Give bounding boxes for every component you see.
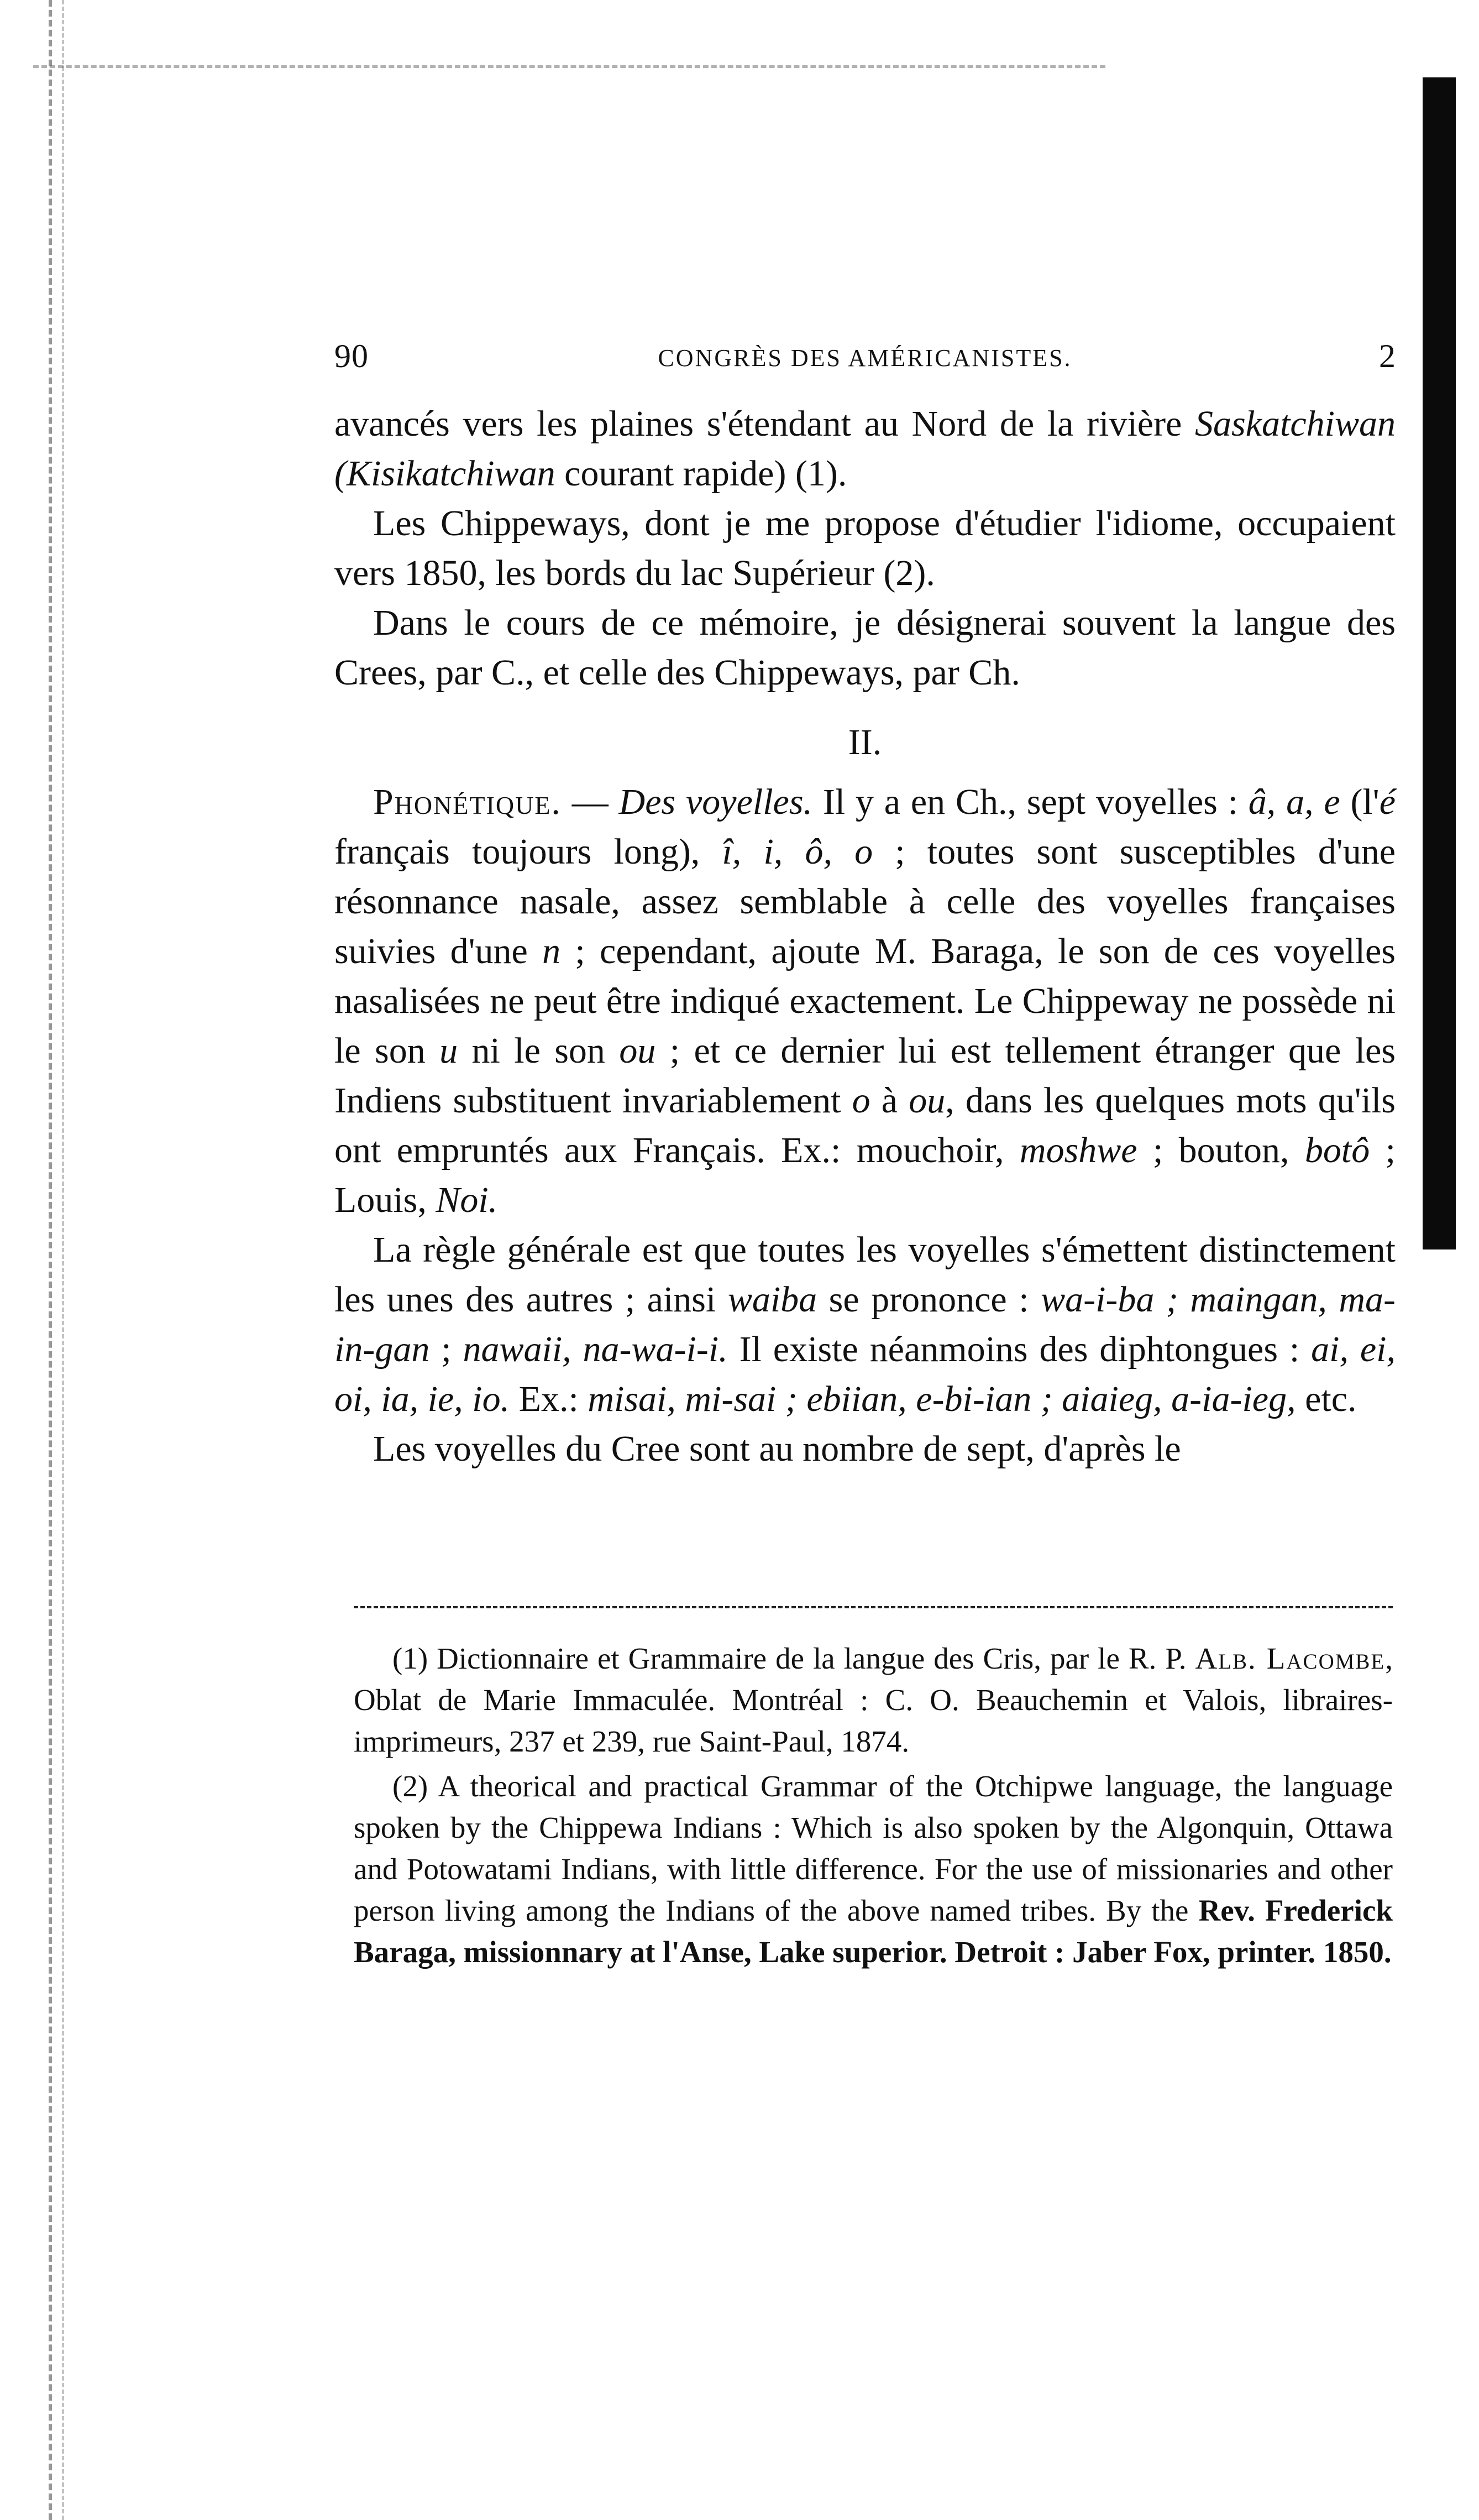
footnotes — [354, 1638, 1393, 1976]
top-scan-rule — [33, 65, 1105, 68]
text-run: ; cependant, ajoute M. Baraga, le son de ces voyelles nasalisées ne peut être indiqué exactement. Le Chippeway ne possède ni le son — [334, 931, 1396, 1071]
footnote-rule — [354, 1606, 1393, 1608]
paragraph-phonetique — [334, 777, 1396, 1225]
italic-run: Des voyelles. — [618, 782, 813, 822]
italic-run: Saskatchiwan (Kisikatchiwan — [334, 404, 1396, 494]
text-run: avancés vers les plaines s'étendant au Nord de la rivière — [334, 404, 1195, 444]
text-run: ; toutes sont susceptibles d'une résonnance nasale, assez semblable à celle des voyelles françaises suivies d'une — [334, 832, 1396, 971]
text-run: ; bouton, — [1137, 1130, 1305, 1170]
text-run: La règle générale est que toutes les voyelles s'émettent distinctement les unes des autres ; ainsi — [334, 1230, 1396, 1320]
sheet-number: 2 — [1379, 338, 1396, 374]
italic-run: î, i, ô, o — [722, 832, 873, 872]
paragraph-regle — [334, 1225, 1396, 1424]
italic-run: botô — [1304, 1130, 1370, 1170]
page-number: 90 — [334, 338, 369, 374]
left-scan-border — [49, 0, 57, 2520]
paragraph-cree: Les voyelles du Cree sont au nombre de sept, d'après le — [373, 1429, 1181, 1469]
text-run: etc. — [1296, 1379, 1357, 1419]
italic-run: wa-i-ba ; maingan, ma-in-gan — [334, 1279, 1396, 1369]
text-run: — — [561, 782, 619, 822]
paragraph-3: Dans le cours de ce mémoire, je désignerai souvent la langue des Crees, par C., et celle des Chippeways, par Ch. — [334, 603, 1396, 693]
italic-run: n — [542, 931, 561, 971]
italic-run: u — [439, 1031, 458, 1071]
italic-run: nawaii, na-wa-i-i. — [463, 1329, 728, 1369]
text-run: , dans les quelques mots qu'ils ont empruntés aux Français. Ex.: mouchoir, — [334, 1080, 1396, 1170]
footnote-2 — [354, 1765, 1393, 1973]
text-run: (2) A theorical and practical Grammar of the Otchipwe language, the language spoken by the Chippewa Indians : Which is also spoken by the Algonquin, Ottawa and Potowatami Indians, with little difference. For the use of missionaries and other person living among the Indians of the above named tribes. By the — [354, 1769, 1393, 1927]
italic-run: Noi. — [436, 1180, 498, 1220]
italic-run: moshwe — [1019, 1130, 1137, 1170]
italic-run: ai, ei, oi, ia, ie, io. — [334, 1329, 1396, 1419]
footnote-1 — [354, 1638, 1393, 1762]
paragraph-1 — [334, 399, 1396, 499]
italic-run: waiba — [727, 1279, 817, 1320]
running-title: CONGRÈS DES AMÉRICANISTES. — [658, 344, 1072, 372]
body-text — [334, 399, 1396, 1474]
italic-run: ou — [619, 1031, 656, 1071]
small-caps-run: Phonétique. — [373, 782, 562, 822]
paragraph-2: Les Chippeways, dont je me propose d'étudier l'idiome, occupaient vers 1850, les bords du lac Supérieur (2). — [334, 503, 1396, 593]
text-run: français toujours long), — [334, 832, 722, 872]
small-caps-run: Alb. Lacombe — [1195, 1641, 1386, 1675]
text-run: ; Louis, — [334, 1130, 1396, 1220]
text-run: Il existe néanmoins des diphtongues : — [727, 1329, 1312, 1369]
text-run: ; et ce dernier lui est tellement étranger que les Indiens substituent invariablement — [334, 1031, 1396, 1121]
section-heading: II. — [848, 722, 882, 762]
italic-run: misai, mi-sai ; ebiian, e-bi-ian ; aiaieg, a-ia-ieg, — [588, 1379, 1296, 1419]
text-run: Il y a en Ch., sept voyelles : — [812, 782, 1249, 822]
left-scan-border-inner — [62, 0, 70, 2520]
page-header — [334, 337, 1396, 387]
text-run: ; — [429, 1329, 463, 1369]
text-run: Ex.: — [510, 1379, 588, 1419]
text-run: (1) Dictionnaire et Grammaire de la langue des Cris, par le R. P. — [392, 1641, 1195, 1675]
text-run: ni le son — [458, 1031, 620, 1071]
italic-run: ou — [909, 1080, 946, 1121]
text-run: à — [870, 1080, 909, 1121]
text-run: se prononce : — [817, 1279, 1041, 1320]
bold-run: Rev. Frederick Baraga, missionnary at l'Anse, Lake superior. Detroit : Jaber Fox, printer. 1850. — [354, 1894, 1393, 1969]
italic-run: é — [1379, 782, 1396, 822]
italic-run: o — [852, 1080, 870, 1121]
text-run: (l' — [1340, 782, 1380, 822]
text-run: courant rapide) (1). — [555, 453, 847, 494]
text-run: , Oblat de Marie Immaculée. Montréal : C. O. Beauchemin et Valois, libraires-imprimeurs, 237 et 239, rue Saint-Paul, 1874. — [354, 1641, 1393, 1758]
scan-edge-bar — [1423, 77, 1456, 1249]
italic-run: â, a, e — [1248, 782, 1340, 822]
